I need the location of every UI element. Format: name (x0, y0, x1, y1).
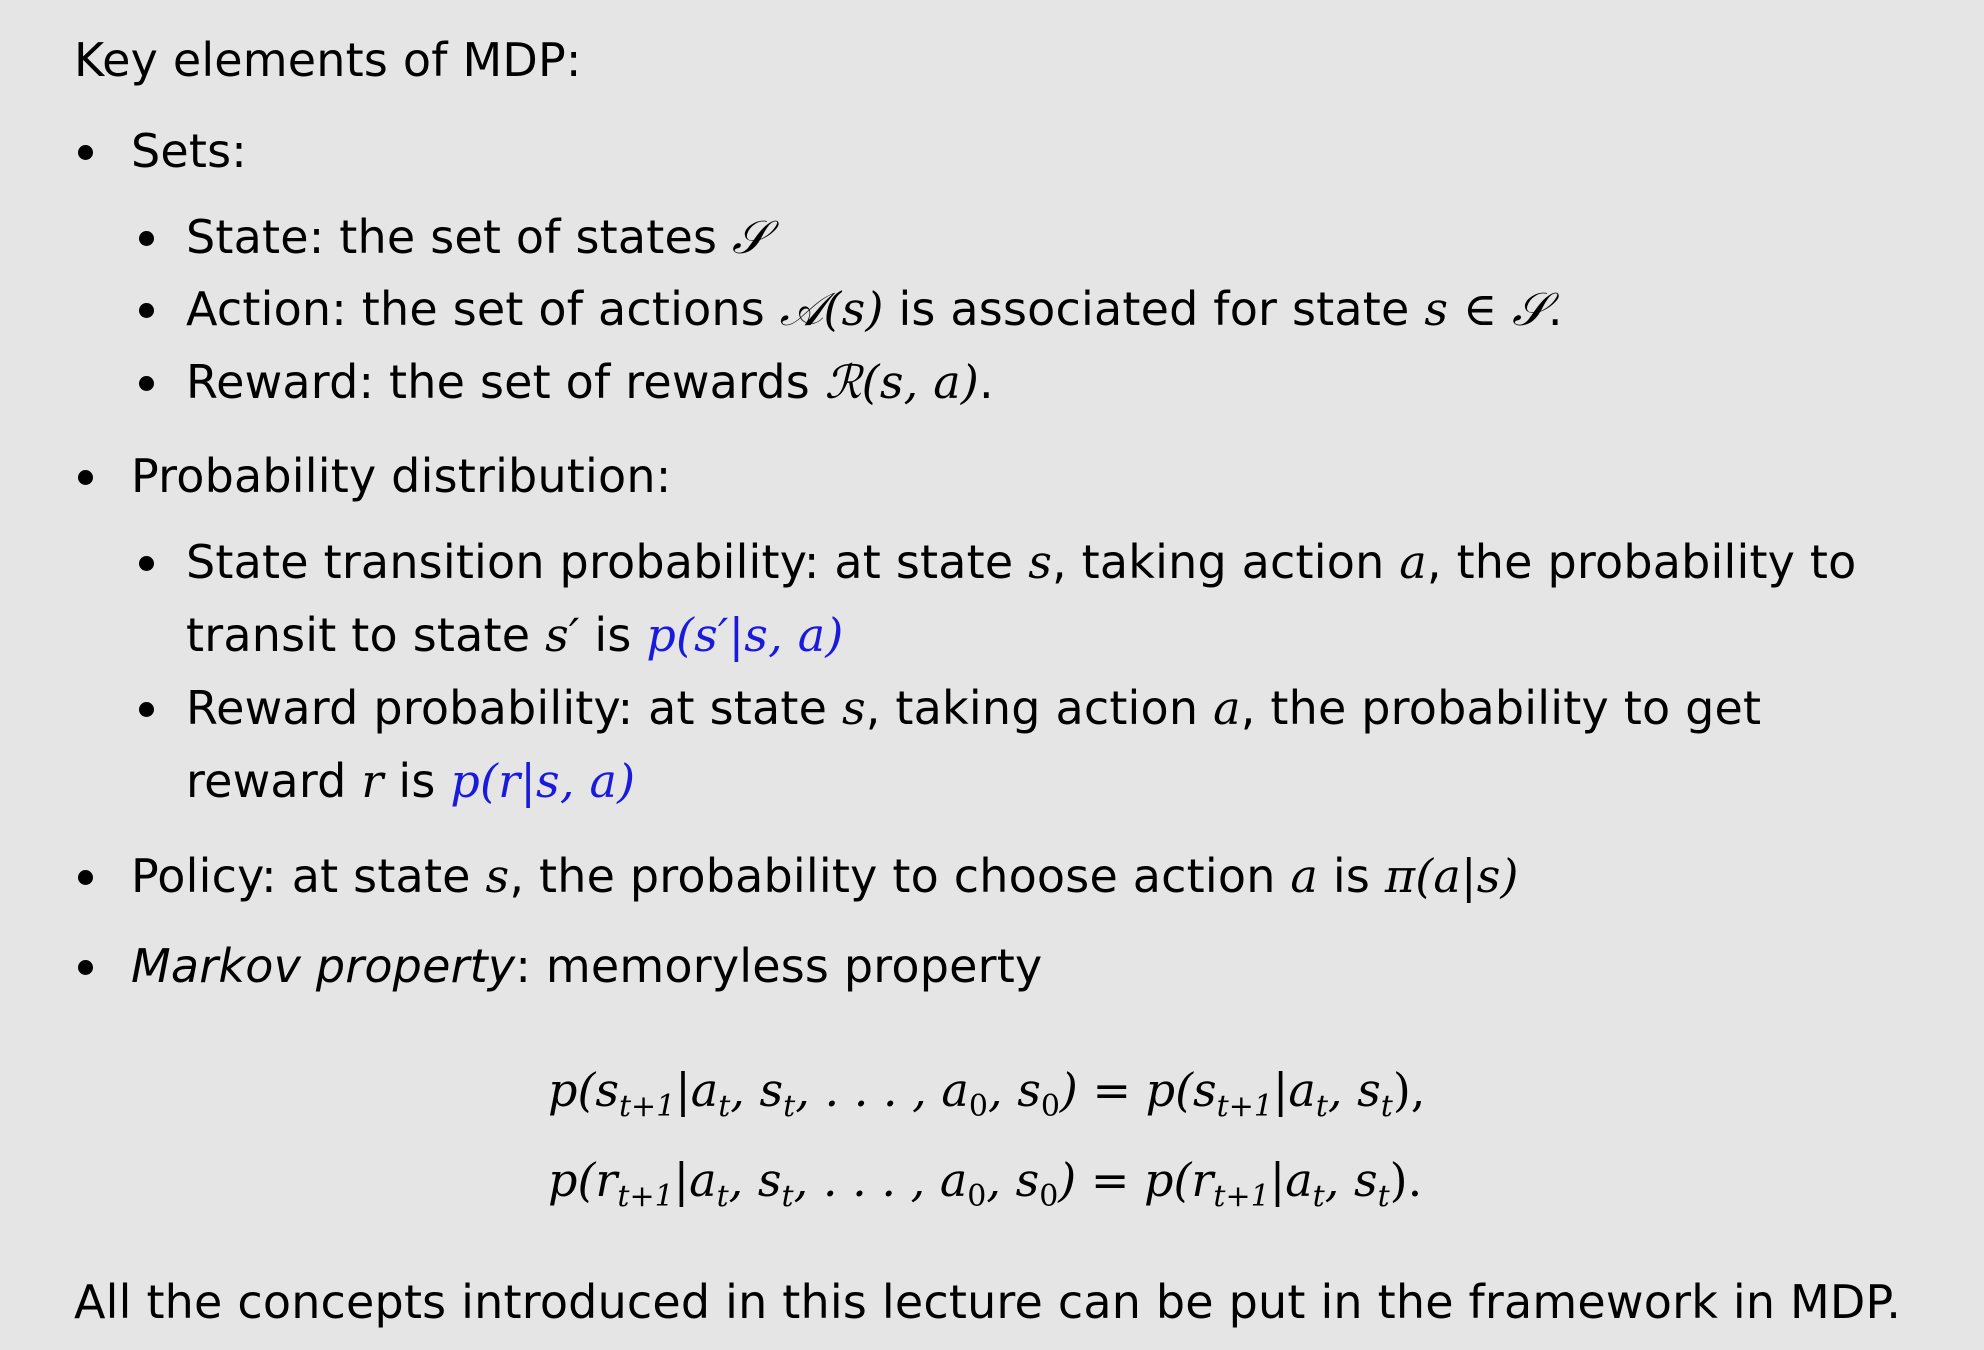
policy-formula: π(a|s) (1384, 849, 1519, 903)
item-sets (131, 121, 247, 181)
item-markov (131, 936, 1042, 996)
reward-prob-text-2: , taking action (865, 681, 1199, 735)
reward-var: r (361, 754, 384, 808)
equation-reward-markov: $p(r_{t+1}|a_t$, $s_t$, . . . , $a_0$, $s_0) = p(r_{t+1}|a_t$, $s_t$). (548, 1153, 1423, 1214)
item-reward-prob-cont (186, 751, 635, 811)
state-transition-text-3: , the probability to (1426, 535, 1857, 589)
state-set-symbol: 𝒮 (732, 210, 768, 264)
action-var: a (1399, 535, 1427, 589)
action-set-arg: (s) (823, 282, 884, 336)
bullet-icon (139, 702, 154, 717)
reward-label: Reward: (186, 355, 375, 409)
action-period: . (1547, 282, 1563, 336)
action-set-symbol: 𝒜 (779, 282, 824, 336)
bullet-icon (78, 145, 93, 160)
markov-label: Markov property (131, 939, 516, 993)
bullet-icon (139, 556, 154, 571)
bullet-icon (78, 870, 93, 885)
bullet-icon (78, 470, 93, 485)
slide-heading (74, 30, 582, 90)
item-policy (131, 846, 1519, 906)
state-transition-text-2: , taking action (1052, 535, 1385, 589)
item-reward (186, 352, 994, 412)
policy-text: at state (291, 849, 471, 903)
action-state-set-symbol: 𝒮 (1512, 282, 1548, 336)
probability-label: Probability distribution: (131, 449, 672, 503)
is-text: is (398, 754, 436, 808)
item-state (186, 207, 768, 267)
transition-formula: p(s′|s, a) (646, 608, 844, 662)
is-text: is (1332, 849, 1370, 903)
reward-prob-text-3: , the probability to get (1240, 681, 1762, 735)
item-action (186, 279, 1563, 339)
item-probability (131, 446, 671, 506)
state-transition-label: State transition probability: (186, 535, 820, 589)
action-state-membership: s ∈ (1424, 282, 1498, 336)
reward-set-arg: (s, a) (861, 355, 980, 409)
bullet-icon (139, 376, 154, 391)
reward-formula: p(r|s, a) (450, 754, 636, 808)
reward-prob-text: at state (648, 681, 828, 735)
bullet-icon (78, 960, 93, 975)
sets-label: Sets: (131, 124, 247, 178)
markov-text: : memoryless property (515, 939, 1043, 993)
reward-prob-label: Reward probability: (186, 681, 634, 735)
heading-text: Key elements of MDP: (74, 33, 582, 87)
policy-label: Policy: (131, 849, 277, 903)
reward-prob-text-4: reward (186, 754, 347, 808)
is-text: is (594, 608, 632, 662)
state-transition-text: at state (834, 535, 1014, 589)
bullet-icon (139, 231, 154, 246)
action-var: a (1290, 849, 1319, 903)
reward-set-symbol: ℛ (824, 355, 862, 409)
bullet-icon (139, 303, 154, 318)
next-state-var: s′ (545, 608, 580, 662)
state-text: the set of states (339, 210, 718, 264)
state-label: State: (186, 210, 325, 264)
action-text: the set of actions (361, 282, 765, 336)
state-transition-text-4: transit to state (186, 608, 531, 662)
item-reward-prob (186, 678, 1761, 738)
state-var: s (485, 849, 510, 903)
state-var: s (1028, 535, 1052, 589)
reward-text: the set of rewards (389, 355, 810, 409)
footer-text (74, 1272, 1901, 1332)
item-state-transition (186, 532, 1857, 592)
action-text-2: is associated for state (898, 282, 1410, 336)
item-state-transition-cont (186, 605, 844, 665)
action-label: Action: (186, 282, 347, 336)
policy-text-2: , the probability to choose action (509, 849, 1276, 903)
equation-state-markov: $p(s_{t+1}|a_t$, $s_t$, . . . , $a_0$, $s_0) = p(s_{t+1}|a_t$, $s_t$), (548, 1063, 1426, 1124)
action-var: a (1213, 681, 1241, 735)
reward-period: . (979, 355, 994, 409)
state-var: s (841, 681, 866, 735)
footer-sentence: All the concepts introduced in this lecture can be put in the framework in MDP. (74, 1275, 1902, 1329)
